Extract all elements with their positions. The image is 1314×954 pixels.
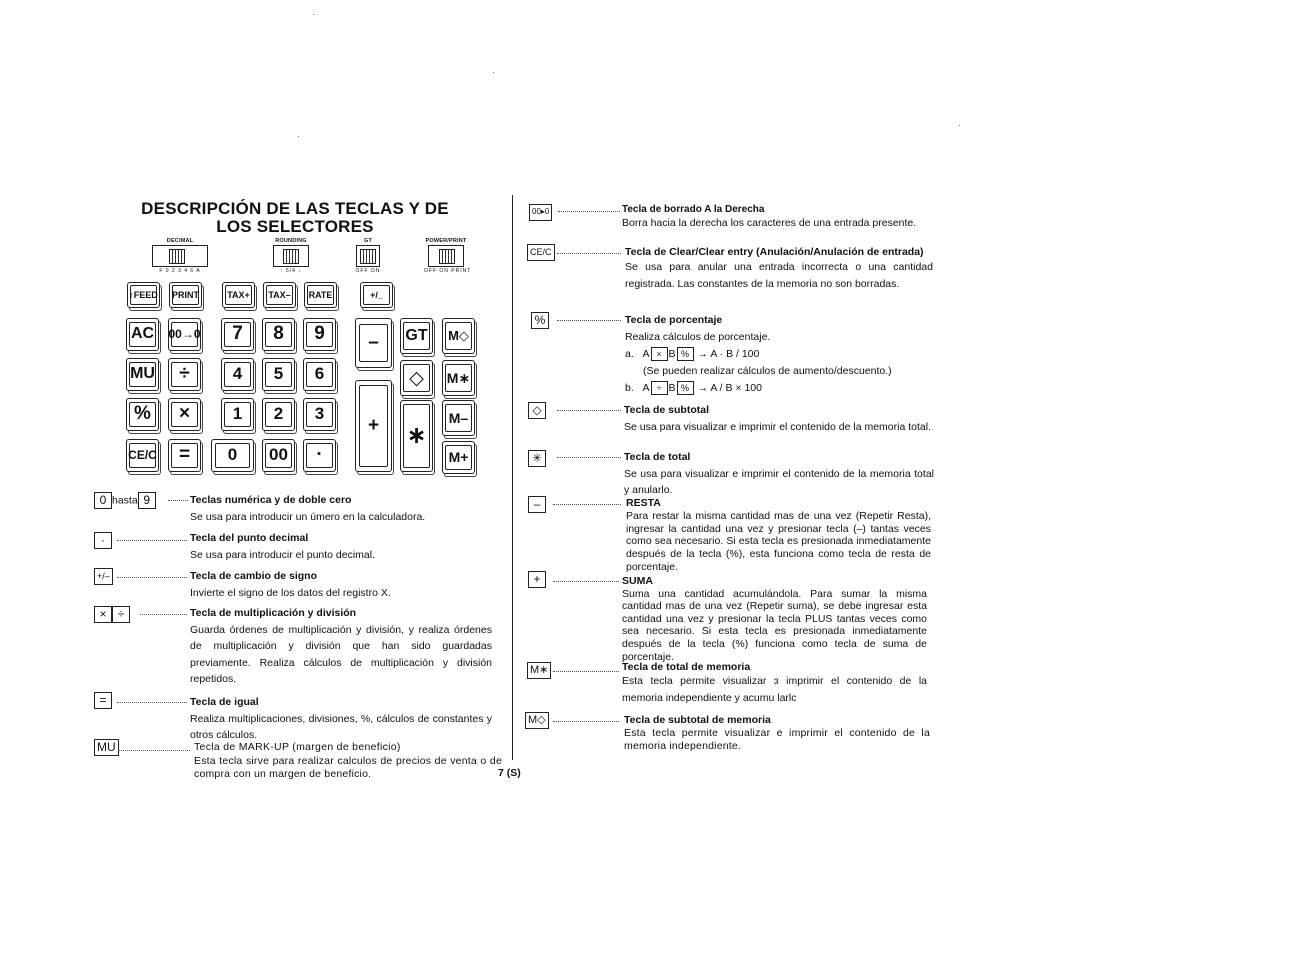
two-key[interactable]: 2 [262,398,295,431]
leader-dots [553,581,619,583]
ac-key[interactable]: AC [126,318,159,351]
leader-dots [553,721,619,723]
memory-subtotal-key[interactable]: M◇ [442,318,475,354]
leader-dots [553,671,619,673]
switch-knob [169,249,185,264]
leader-dots [168,500,188,502]
key-icon: +/– [94,568,113,585]
minus-key[interactable]: – [355,318,392,368]
key-icon: M∗ [527,662,551,679]
column-divider [512,195,513,760]
six-key[interactable]: 6 [303,358,336,391]
memory-total-key[interactable]: M∗ [442,360,475,396]
numeric-keys-entry: 0 hasta 9 [94,492,156,509]
key-icon: × [94,606,112,623]
gt-key[interactable]: GT [400,318,433,354]
switch-knob [439,249,455,264]
leader-dots [557,410,621,412]
percent-example-a: a. A × B % → A · B / 100 [625,348,760,360]
scan-speck [493,72,494,73]
key-icon: = [94,692,112,709]
scan-speck [298,136,299,137]
clear-entry-key[interactable]: CE/C [126,439,159,472]
mu-key[interactable]: MU [126,358,159,391]
page-title: DESCRIPCIÓN DE LAS TECLAS Y DE LOS SELECTORES [141,199,449,236]
five-key[interactable]: 5 [262,358,295,391]
key-icon: M◇ [525,712,549,729]
key-icon: 0 [94,492,112,509]
key-icon: % [531,312,549,329]
key-icon: 9 [138,492,156,509]
power-print-selector[interactable]: POWER/PRINT OFF ON PRINT [424,238,472,274]
rounding-selector[interactable]: ROUNDING ↑ 5/4 ↓ [270,238,312,274]
page-number: 7 (S) [498,767,521,779]
zero-key[interactable]: 0 [211,439,254,472]
feed-key[interactable]: ↑FEED [127,282,160,308]
key-icon: – [528,496,546,513]
tax-minus-key[interactable]: TAX– [263,282,296,308]
leader-dots [117,577,187,579]
decimal-selector[interactable]: DECIMAL F 0 2 3 4 6 A [150,238,210,274]
one-key[interactable]: 1 [221,398,254,431]
switch-knob [360,249,376,264]
decimal-point-key[interactable]: · [303,439,336,472]
seven-key[interactable]: 7 [221,318,254,351]
leader-dots [118,750,190,752]
four-key[interactable]: 4 [221,358,254,391]
multiply-key[interactable]: × [168,398,201,431]
nine-key[interactable]: 9 [303,318,336,351]
leader-dots [117,702,187,704]
subtotal-key[interactable]: ◇ [400,360,433,396]
sign-change-key[interactable]: +/_ [360,282,393,308]
tax-plus-key[interactable]: TAX+ [222,282,255,308]
percent-key[interactable]: % [126,398,159,431]
leader-dots [558,211,620,213]
leader-dots [557,320,621,322]
key-icon: 00▸0 [529,204,552,221]
memory-minus-key[interactable]: M– [442,400,475,436]
key-icon: CE/C [527,244,555,261]
gt-selector[interactable]: GT OFF ON [355,238,381,274]
scan-speck [959,125,960,126]
right-delete-key[interactable]: 00→0 [168,318,201,351]
memory-plus-key[interactable]: M+ [442,441,475,474]
print-key[interactable]: PRINT [169,282,202,308]
total-key[interactable]: ∗ [400,400,433,472]
leader-dots [140,614,187,616]
equal-key[interactable]: = [168,439,201,472]
switch-knob [283,249,299,264]
percent-example-b: b. A ÷ B % → A / B × 100 [625,382,762,394]
divide-key[interactable]: ÷ [168,358,201,391]
leader-dots [557,253,621,255]
double-zero-key[interactable]: 00 [262,439,295,472]
leader-dots [117,540,187,542]
key-icon: ÷ [112,606,130,623]
key-icon: ◇ [528,402,546,419]
eight-key[interactable]: 8 [262,318,295,351]
key-icon: MU [94,739,119,756]
scan-speck [313,14,314,15]
leader-dots [553,504,621,506]
plus-key[interactable]: + [355,380,392,472]
key-icon: ✳ [528,450,546,467]
leader-dots [557,457,621,459]
key-icon: · [94,532,112,549]
rate-key[interactable]: RATE [304,282,337,308]
three-key[interactable]: 3 [303,398,336,431]
key-icon: + [528,571,546,588]
